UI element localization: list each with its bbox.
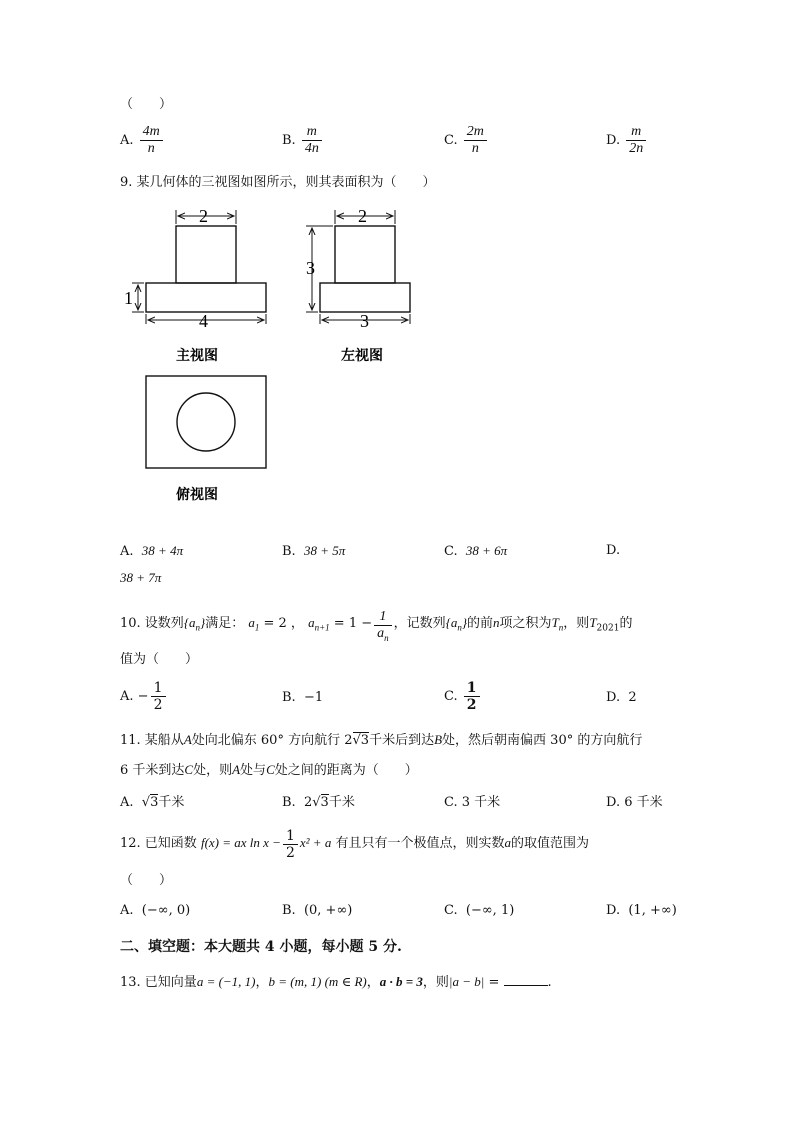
q8-option-d[interactable]: D. $\frac{m}{2n}$ [606, 124, 648, 157]
q9-option-b[interactable]: B. 38 + 5π [282, 543, 346, 559]
top-view [146, 376, 266, 503]
q11-stem-line2: 6 千米到达C处，则A处与C处之间的距离为（ ） [120, 762, 418, 778]
q13-answer-blank[interactable] [504, 973, 548, 986]
q12-stem-line1: 12. 已知函数 f(x) = ax ln x − $\frac{1}{2}$ x² + a 有且只有一个极值点，则实数a的取值范围为 [120, 828, 589, 861]
q8-option-a[interactable]: A. $\frac{4m}{n}$ [120, 124, 165, 157]
q9-option-a[interactable]: A. 38 + 4π [120, 543, 184, 559]
q8-option-c[interactable]: C. $\frac{2m}{n}$ [444, 124, 489, 157]
q8-paren: （ ） [120, 97, 173, 112]
q12-option-b[interactable]: B. (0, +∞) [282, 903, 353, 918]
side-view-caption: 左视图 [341, 348, 383, 364]
front-view [124, 206, 266, 364]
q9-option-d-text[interactable]: 38 + 7π [120, 570, 162, 585]
top-view-caption: 俯视图 [176, 487, 218, 503]
q12-option-a[interactable]: A. (−∞, 0) [120, 903, 191, 918]
q11-option-d[interactable]: D. 6 千米 [606, 795, 663, 810]
q12-paren: （ ） [120, 873, 173, 888]
q10-option-a[interactable]: A. − $\frac{1}{2}$ [120, 680, 168, 713]
q9-stem: 9. 某几何体的三视图如图所示，则其表面积为（ ） [120, 175, 436, 190]
q13-stem: 13. 已知向量a = (−1, 1)，b = (m, 1) (m ∈ R)，a · b = 3，则|a − b| = . [120, 974, 552, 990]
q10-stem-line2: 值为（ ） [120, 652, 199, 667]
q10-option-d[interactable]: D. 2 [606, 690, 637, 705]
q11-option-b[interactable]: B. 2√3千米 [282, 795, 355, 810]
q10-stem-line1: 10. 设数列$\{a_n\}$满足： $a_1 = 2$ ， $a_{n+1} = 1$ − $\frac{1}{a_n}$ ，记数列$\{a_n\}$的前n项之积为$T_n$，则$T_{2021}$的 [120, 609, 633, 643]
q11-option-c[interactable]: C. 3 千米 [444, 795, 501, 810]
three-view-figure [120, 200, 440, 510]
front-height-label: 1 [124, 288, 133, 308]
side-view [306, 206, 410, 364]
front-top-width-label: 2 [199, 206, 208, 226]
q9-option-d-label[interactable]: D. [606, 543, 621, 558]
q10-option-c[interactable]: C. $\frac{1}{2}$ [444, 680, 482, 713]
section-fill-in-title: 二、填空题：本大题共 4 小题，每小题 5 分. [120, 939, 402, 955]
q11-option-a[interactable]: A. √3千米 [120, 795, 185, 810]
q12-option-c[interactable]: C. (−∞, 1) [444, 903, 515, 918]
q11-stem-line1: 11. 某船从A处向北偏东 60° 方向航行 2√3千米后到达B处，然后朝南偏西 30° 的方向航行 [120, 732, 643, 748]
front-base-width-label: 4 [199, 311, 208, 331]
front-view-caption: 主视图 [176, 348, 218, 364]
side-height-label: 3 [306, 258, 315, 278]
q8-option-b[interactable]: B. $\frac{m}{4n}$ [282, 124, 324, 157]
q10-option-b[interactable]: B. −1 [282, 690, 324, 705]
side-top-width-label: 2 [358, 206, 367, 226]
q12-option-d[interactable]: D. (1, +∞) [606, 903, 677, 918]
side-base-width-label: 3 [360, 311, 369, 331]
q9-option-c[interactable]: C. 38 + 6π [444, 543, 508, 559]
